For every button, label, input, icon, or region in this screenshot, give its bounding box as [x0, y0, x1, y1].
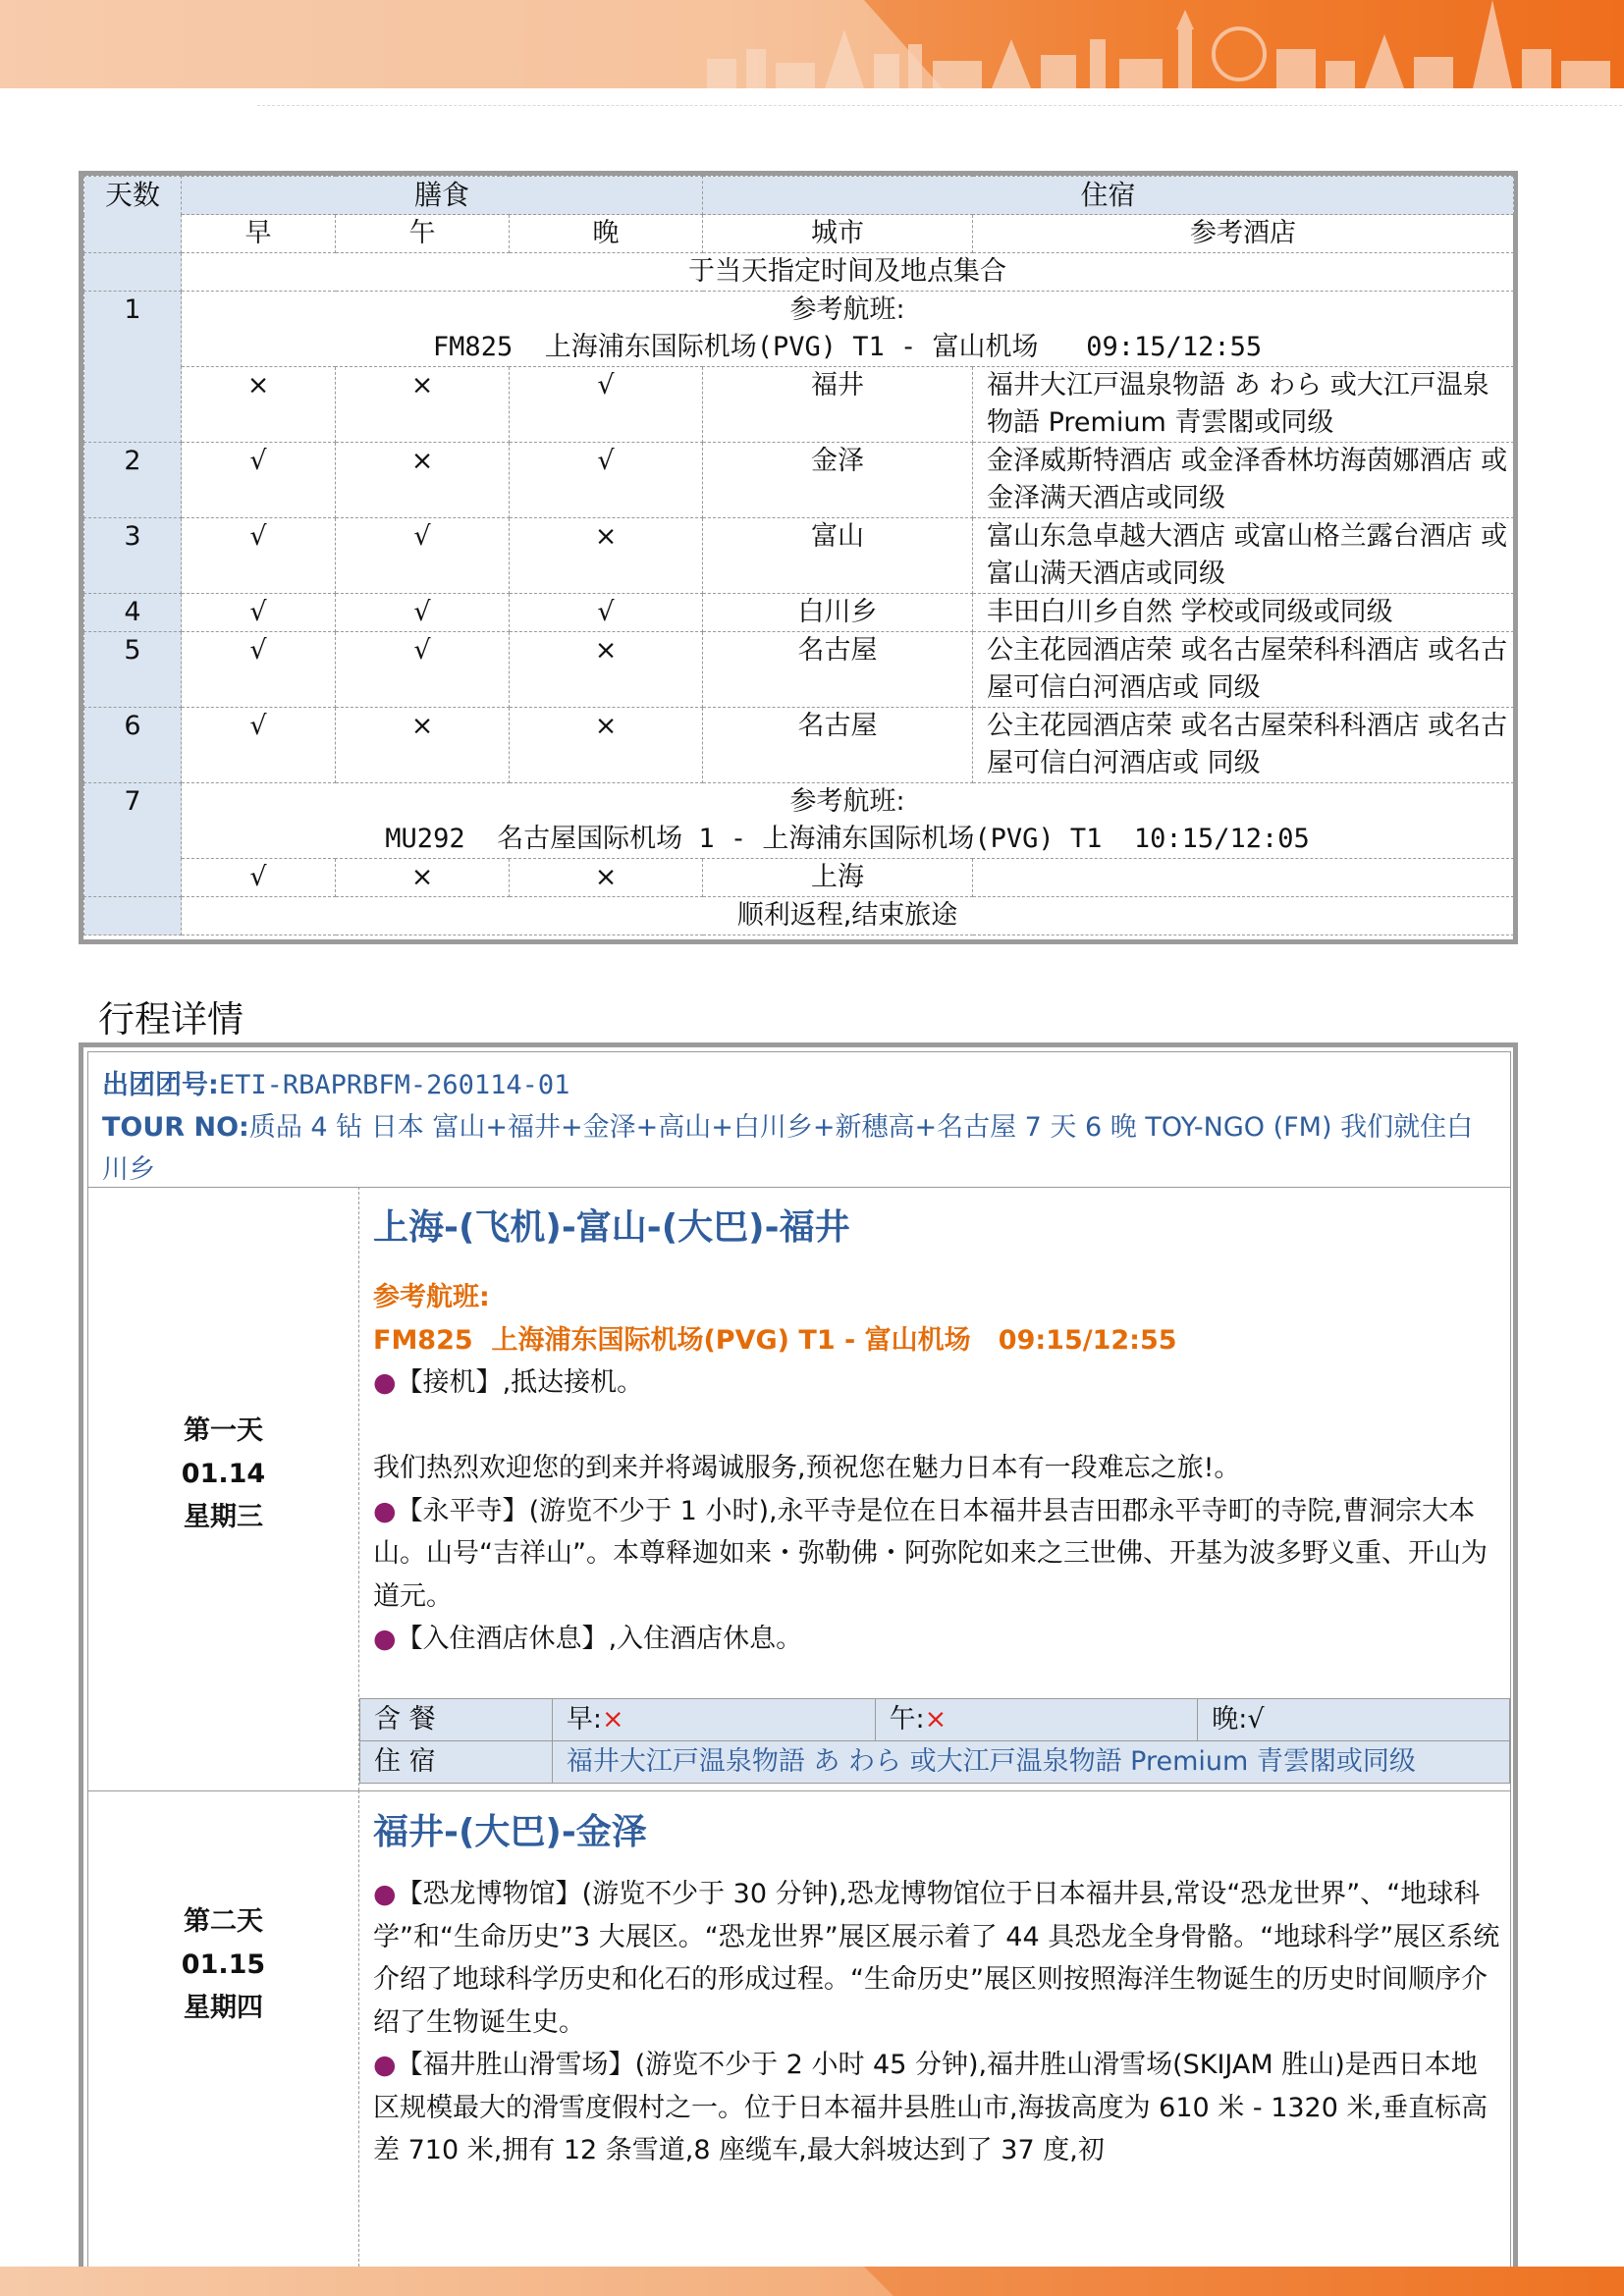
hotel-cell: 富山东急卓越大酒店 或富山格兰露台酒店 或富山满天酒店或同级	[973, 518, 1514, 594]
meal-dinner: ×	[510, 518, 703, 594]
meal-stay-table	[359, 1698, 1510, 1784]
list-item: ●【入住酒店休息】,入住酒店休息。	[373, 1624, 803, 1654]
bullet-icon: ●	[373, 1367, 397, 1398]
bullet-icon: ●	[373, 1495, 397, 1526]
city-cell: 金泽	[703, 443, 973, 518]
hotel-cell: 福井大江戸温泉物語 あ わら 或大江戸温泉物語 Premium 青雲閣或同级	[973, 367, 1514, 443]
city-cell: 名古屋	[703, 708, 973, 783]
section-title: 行程详情	[98, 998, 244, 1041]
meal-dinner: ×	[510, 632, 703, 708]
spacer	[373, 1405, 1502, 1448]
header-city: 城市	[703, 215, 973, 253]
divider	[358, 1790, 359, 2269]
list-item: ●【恐龙博物馆】(游览不少于 30 分钟),恐龙博物馆位于日本福井县,常设“恐龙世界”、“地球科学”和“生命历史”3 大展区。“恐龙世界”展区展示着了 44 具恐龙全身骨骼。“地球科学”展区系统介绍了地球科学历史和化石的形成过程。“生命历史”展区则按照海洋生物诞生的历史时间顺序介绍了生物诞生史。	[373, 1879, 1500, 2038]
day-1-content	[373, 1276, 1502, 1661]
day-name: 第一天	[184, 1415, 263, 1446]
meal-dinner: √	[510, 443, 703, 518]
day-number: 6	[84, 708, 182, 783]
day-date: 01.15	[181, 1949, 266, 1980]
city-cell: 名古屋	[703, 632, 973, 708]
meal-lunch: ×	[336, 443, 510, 518]
flight-text: MU292 名古屋国际机场 1 - 上海浦东国际机场(PVG) T1 10:15/12:05	[385, 824, 1310, 854]
city-cell: 富山	[703, 518, 973, 594]
tour-header	[102, 1064, 1496, 1191]
divider	[88, 1790, 1510, 1791]
header-day: 天数	[84, 177, 182, 253]
meal-breakfast: √	[182, 443, 336, 518]
day-number: 5	[84, 632, 182, 708]
bullet-icon: ●	[373, 2050, 397, 2080]
city-cell: 上海	[703, 859, 973, 897]
hotel-cell: 金泽威斯特酒店 或金泽香林坊海茵娜酒店 或金泽满天酒店或同级	[973, 443, 1514, 518]
hotel-cell: 丰田白川乡自然 学校或同级或同级	[973, 594, 1514, 632]
flight-info	[182, 292, 1514, 367]
meal-dinner: 晚:√	[1198, 1699, 1510, 1741]
list-item: ●【接机】,抵达接机。	[373, 1367, 644, 1398]
city-cell: 白川乡	[703, 594, 973, 632]
meal-dinner: √	[510, 367, 703, 443]
bullet-icon: ●	[373, 1879, 397, 1909]
meal-lunch: ×	[336, 708, 510, 783]
day-number: 1	[84, 292, 182, 443]
itinerary-detail	[79, 1042, 1518, 2269]
itinerary-summary-table	[79, 171, 1518, 944]
header-divider	[257, 105, 1622, 106]
day-2-content	[373, 1873, 1502, 2172]
day-number: 7	[84, 783, 182, 897]
flight-label: 参考航班:	[789, 786, 905, 817]
stay-label: 住 宿	[360, 1741, 553, 1784]
header-hotel: 参考酒店	[973, 215, 1514, 253]
gather-note: 于当天指定时间及地点集合	[182, 253, 1514, 292]
footer-banner	[0, 2267, 1624, 2296]
day-title: 上海-(飞机)-富山-(大巴)-福井	[373, 1207, 850, 1248]
group-label: 出团团号:	[102, 1070, 219, 1100]
footer-stripe-icon	[0, 2267, 1624, 2296]
day-number: 3	[84, 518, 182, 594]
meal-label: 含 餐	[360, 1699, 553, 1741]
header-banner	[0, 0, 1624, 88]
meal-lunch: ×	[336, 367, 510, 443]
flight-label: 参考航班:	[789, 294, 905, 325]
meal-lunch: 午:×	[875, 1699, 1198, 1741]
header-lunch: 午	[336, 215, 510, 253]
hotel-cell: 公主花园酒店荣 或名古屋荣科科酒店 或名古屋可信白河酒店或 同级	[973, 632, 1514, 708]
header-breakfast: 早	[182, 215, 336, 253]
day-cell-empty	[84, 897, 182, 935]
meal-breakfast: √	[182, 859, 336, 897]
meal-breakfast: √	[182, 594, 336, 632]
flight-text: FM825 上海浦东国际机场(PVG) T1 - 富山机场 09:15/12:55	[373, 1324, 1177, 1356]
day-weekday: 星期三	[184, 1502, 263, 1532]
meal-lunch: √	[336, 518, 510, 594]
meal-lunch: ×	[336, 859, 510, 897]
header-meals: 膳食	[182, 177, 703, 215]
tour-label: TOUR NO:	[102, 1112, 249, 1143]
meal-breakfast: 早:×	[552, 1699, 875, 1741]
day-title: 福井-(大巴)-金泽	[373, 1812, 647, 1852]
flight-label: 参考航班:	[373, 1282, 490, 1312]
divider	[88, 1187, 1510, 1188]
list-item: ●【永平寺】(游览不少于 1 小时),永平寺是位在日本福井县吉田郡永平寺町的寺院,曹洞宗大本山。山号“吉祥山”。本尊释迦如来・弥勒佛・阿弥陀如来之三世佛、开基为波多野义重、开山为道元。	[373, 1495, 1488, 1612]
city-skyline-icon	[0, 0, 1624, 88]
bullet-icon: ●	[373, 1624, 397, 1654]
meal-dinner: √	[510, 594, 703, 632]
day-number: 4	[84, 594, 182, 632]
list-item: 我们热烈欢迎您的到来并将竭诚服务,预祝您在魅力日本有一段难忘之旅!。	[373, 1453, 1241, 1483]
day-cell-empty	[84, 253, 182, 292]
meal-breakfast: √	[182, 632, 336, 708]
day-1-info	[88, 1410, 358, 1539]
header-dinner: 晚	[510, 215, 703, 253]
end-note: 顺利返程,结束旅途	[182, 897, 1514, 935]
meal-breakfast: √	[182, 518, 336, 594]
meal-dinner: ×	[510, 708, 703, 783]
hotel-cell	[973, 859, 1514, 897]
day-number: 2	[84, 443, 182, 518]
flight-info	[182, 783, 1514, 859]
meal-dinner: ×	[510, 859, 703, 897]
meal-lunch: √	[336, 632, 510, 708]
meal-lunch: √	[336, 594, 510, 632]
day-weekday: 星期四	[184, 1993, 263, 2023]
list-item: ●【福井胜山滑雪场】(游览不少于 2 小时 45 分钟),福井胜山滑雪场(SKIJAM 胜山)是西日本地区规模最大的滑雪度假村之一。位于日本福井县胜山市,海拔高度为 610 米 - 1320 米,垂直标高差 710 米,拥有 12 条雪道,8 座缆车,最大斜坡达到了 37 度,初	[373, 2050, 1489, 2165]
day-name: 第二天	[184, 1906, 263, 1937]
hotel-cell: 公主花园酒店荣 或名古屋荣科科酒店 或名古屋可信白河酒店或 同级	[973, 708, 1514, 783]
group-number: ETI-RBAPRBFM-260114-01	[218, 1070, 570, 1100]
flight-text: FM825 上海浦东国际机场(PVG) T1 - 富山机场 09:15/12:55	[432, 332, 1263, 362]
header-lodging: 住宿	[703, 177, 1514, 215]
stay-hotel: 福井大江戸温泉物語 あ わら 或大江戸温泉物語 Premium 青雲閣或同级	[552, 1741, 1509, 1784]
meal-breakfast: ×	[182, 367, 336, 443]
day-date: 01.14	[181, 1459, 266, 1489]
tour-name: 质品 4 钻 日本 富山+福井+金泽+高山+白川乡+新穗高+名古屋 7 天 6 晚 TOY-NGO (FM) 我们就住白川乡	[102, 1112, 1474, 1185]
day-2-info	[88, 1900, 358, 2030]
city-cell: 福井	[703, 367, 973, 443]
meal-breakfast: √	[182, 708, 336, 783]
